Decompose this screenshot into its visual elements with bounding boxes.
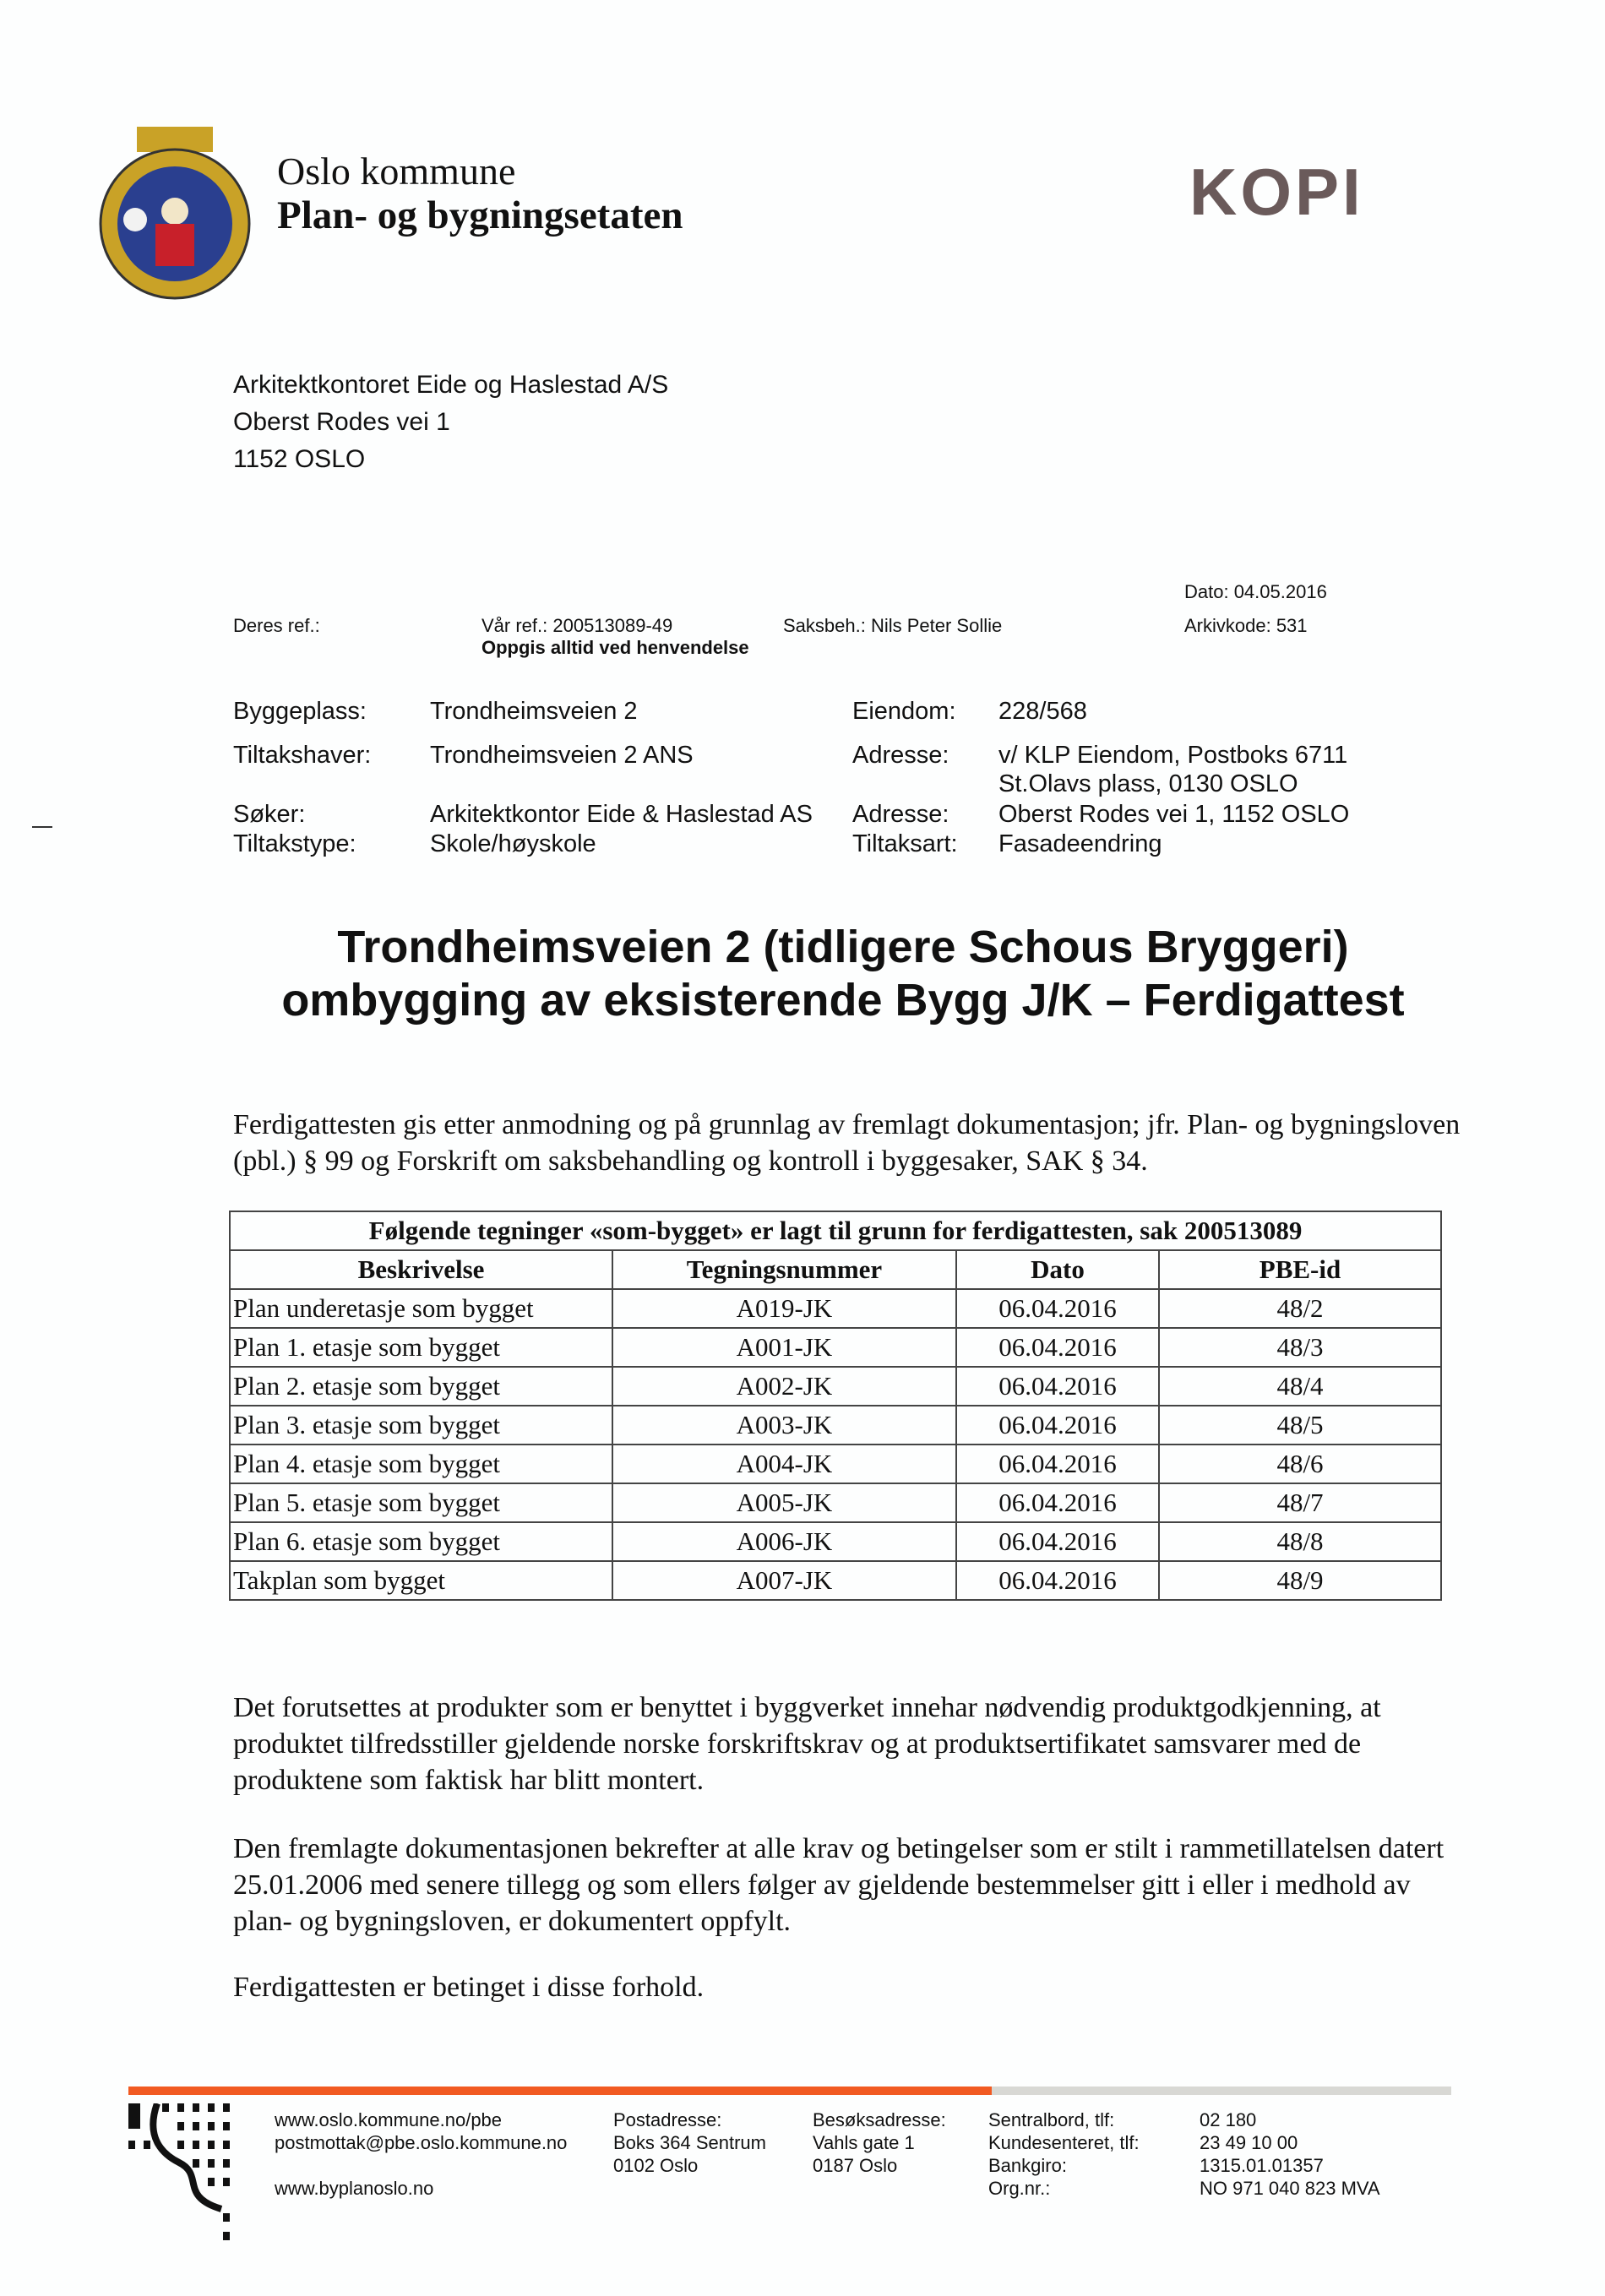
cell-beskrivelse: Plan 3. etasje som bygget — [230, 1406, 612, 1445]
footer-value-orgnr: NO 971 040 823 MVA — [1200, 2178, 1380, 2199]
table-row — [230, 1367, 1441, 1406]
cell-dato: 06.04.2016 — [956, 1522, 1159, 1561]
org-name: Oslo kommune — [277, 150, 516, 193]
intro-paragraph: Ferdigattesten gis etter anmodning og på grunnlag av fremlagt dokumentasjon; jfr. Plan- og bygningsloven (pbl.) § 99 og Forskrift om saksbehandling og kontroll i byggesaker, SAK § 34. — [233, 1109, 1461, 1177]
table-row — [230, 1561, 1441, 1600]
cell-pbe-id: 48/6 — [1159, 1445, 1441, 1483]
cell-beskrivelse: Plan 4. etasje som bygget — [230, 1445, 612, 1483]
footer-visit-1: Vahls gate 1 — [813, 2132, 915, 2153]
col-header-beskrivelse: Beskrivelse — [230, 1250, 612, 1289]
table-row — [230, 1522, 1441, 1561]
cell-beskrivelse: Plan 1. etasje som bygget — [230, 1328, 612, 1367]
cell-beskrivelse: Plan 6. etasje som bygget — [230, 1522, 612, 1561]
letter-date: Dato: 04.05.2016 — [1184, 581, 1327, 602]
cell-pbe-id: 48/3 — [1159, 1328, 1441, 1367]
cell-tegningsnummer: A002-JK — [612, 1367, 956, 1406]
value-tiltakstype: Skole/høyskole — [430, 830, 596, 857]
label-adresse-2: Adresse: — [852, 801, 949, 828]
document-title-line-2: ombygging av eksisterende Bygg J/K – Ferdigattest — [281, 975, 1405, 1026]
cell-dato: 06.04.2016 — [956, 1561, 1159, 1600]
cell-beskrivelse: Takplan som bygget — [230, 1561, 612, 1600]
deres-ref: Deres ref.: — [233, 615, 320, 636]
label-eiendom: Eiendom: — [852, 698, 956, 725]
pbe-footer-logo — [128, 2103, 242, 2251]
footer-visit-label: Besøksadresse: — [813, 2109, 946, 2130]
col-header-tegningsnummer: Tegningsnummer — [612, 1250, 956, 1289]
var-ref: Vår ref.: 200513089-49 — [482, 615, 673, 636]
cell-tegningsnummer: A019-JK — [612, 1289, 956, 1328]
col-header-dato: Dato — [956, 1250, 1159, 1289]
footer-label-switchboard: Sentralbord, tlf: — [988, 2109, 1115, 2130]
recipient-street: Oberst Rodes vei 1 — [233, 408, 450, 436]
table-row — [230, 1406, 1441, 1445]
footer-value-bankgiro: 1315.01.01357 — [1200, 2155, 1324, 2176]
cell-dato: 06.04.2016 — [956, 1289, 1159, 1328]
value-eiendom: 228/568 — [998, 698, 1087, 725]
cell-pbe-id: 48/7 — [1159, 1483, 1441, 1522]
footer-bar-grey — [992, 2087, 1451, 2095]
label-adresse-1: Adresse: — [852, 742, 949, 769]
archive-code: Arkivkode: 531 — [1184, 615, 1308, 636]
paragraph-products: Det forutsettes at produkter som er benyttet i byggverket innehar nødvendig produktgodkjenning, at produktet tilfredsstiller gjeldende norske forskriftskrav og at produktsertifikatet samsvarer med de produktene som faktisk har blitt montert. — [233, 1692, 1381, 1796]
footer-email[interactable]: postmottak@pbe.oslo.kommune.no — [275, 2132, 568, 2153]
recipient-postcode: 1152 OSLO — [233, 445, 366, 473]
footer-post-label: Postadresse: — [613, 2109, 722, 2130]
cell-beskrivelse: Plan underetasje som bygget — [230, 1289, 612, 1328]
table-row — [230, 1328, 1441, 1367]
cell-dato: 06.04.2016 — [956, 1483, 1159, 1522]
value-adresse-1-line-1: v/ KLP Eiendom, Postboks 6711 — [998, 742, 1348, 769]
document-title-line-1: Trondheimsveien 2 (tidligere Schous Bryggeri) — [337, 922, 1349, 972]
value-adresse-2: Oberst Rodes vei 1, 1152 OSLO — [998, 801, 1350, 828]
footer-website-2[interactable]: www.byplanoslo.no — [275, 2178, 434, 2199]
cell-tegningsnummer: A007-JK — [612, 1561, 956, 1600]
cell-dato: 06.04.2016 — [956, 1367, 1159, 1406]
drawings-table — [229, 1211, 1442, 1601]
table-row — [230, 1445, 1441, 1483]
ref-note: Oppgis alltid ved henvendelse — [482, 637, 749, 658]
footer-value-customer: 23 49 10 00 — [1200, 2132, 1298, 2153]
label-soker: Søker: — [233, 801, 306, 828]
footer-visit-2: 0187 Oslo — [813, 2155, 898, 2176]
label-tiltaksart: Tiltaksart: — [852, 830, 958, 857]
table-row — [230, 1483, 1441, 1522]
copy-stamp: KOPI — [1189, 155, 1364, 229]
cell-pbe-id: 48/4 — [1159, 1367, 1441, 1406]
margin-mark — [32, 826, 52, 828]
footer-label-orgnr: Org.nr.: — [988, 2178, 1051, 2199]
cell-dato: 06.04.2016 — [956, 1445, 1159, 1483]
cell-beskrivelse: Plan 5. etasje som bygget — [230, 1483, 612, 1522]
cell-pbe-id: 48/8 — [1159, 1522, 1441, 1561]
label-tiltakshaver: Tiltakshaver: — [233, 742, 372, 769]
cell-dato: 06.04.2016 — [956, 1406, 1159, 1445]
department-name: Plan- og bygningsetaten — [277, 193, 683, 237]
cell-tegningsnummer: A005-JK — [612, 1483, 956, 1522]
footer-website[interactable]: www.oslo.kommune.no/pbe — [275, 2109, 503, 2130]
footer-bar-orange — [128, 2087, 992, 2095]
label-byggeplass: Byggeplass: — [233, 698, 367, 725]
recipient-name: Arkitektkontoret Eide og Haslestad A/S — [233, 371, 669, 399]
footer-label-customer: Kundesenteret, tlf: — [988, 2132, 1140, 2153]
cell-tegningsnummer: A006-JK — [612, 1522, 956, 1561]
value-soker: Arkitektkontor Eide & Haslestad AS — [430, 801, 813, 828]
cell-tegningsnummer: A003-JK — [612, 1406, 956, 1445]
value-tiltakshaver: Trondheimsveien 2 ANS — [430, 742, 694, 769]
footer-post-2: 0102 Oslo — [613, 2155, 699, 2176]
cell-pbe-id: 48/9 — [1159, 1561, 1441, 1600]
table-row — [230, 1289, 1441, 1328]
footer-post-1: Boks 364 Sentrum — [613, 2132, 766, 2153]
label-tiltakstype: Tiltakstype: — [233, 830, 356, 857]
cell-tegningsnummer: A004-JK — [612, 1445, 956, 1483]
case-officer: Saksbeh.: Nils Peter Sollie — [783, 615, 1003, 636]
footer-label-bankgiro: Bankgiro: — [988, 2155, 1067, 2176]
oslo-coat-of-arms-logo — [95, 127, 255, 308]
value-adresse-1-line-2: St.Olavs plass, 0130 OSLO — [998, 770, 1298, 797]
cell-beskrivelse: Plan 2. etasje som bygget — [230, 1367, 612, 1406]
cell-pbe-id: 48/5 — [1159, 1406, 1441, 1445]
col-header-pbe-id: PBE-id — [1159, 1250, 1441, 1289]
value-tiltaksart: Fasadeendring — [998, 830, 1162, 857]
value-byggeplass: Trondheimsveien 2 — [430, 698, 638, 725]
paragraph-documentation: Den fremlagte dokumentasjonen bekrefter at alle krav og betingelser som er stilt i rammetillatelsen datert 25.01.2006 med senere tillegg og som ellers følger av gjeldende bestemmelser gitt i eller i medhold av plan- og bygningsloven, er dokumentert oppfylt. — [233, 1833, 1444, 1937]
cell-dato: 06.04.2016 — [956, 1328, 1159, 1367]
footer-value-switchboard: 02 180 — [1200, 2109, 1257, 2130]
table-caption: Følgende tegninger «som-bygget» er lagt til grunn for ferdigattesten, sak 200513089 — [230, 1211, 1441, 1250]
paragraph-conditions: Ferdigattesten er betinget i disse forhold. — [233, 1972, 705, 2003]
cell-tegningsnummer: A001-JK — [612, 1328, 956, 1367]
cell-pbe-id: 48/2 — [1159, 1289, 1441, 1328]
